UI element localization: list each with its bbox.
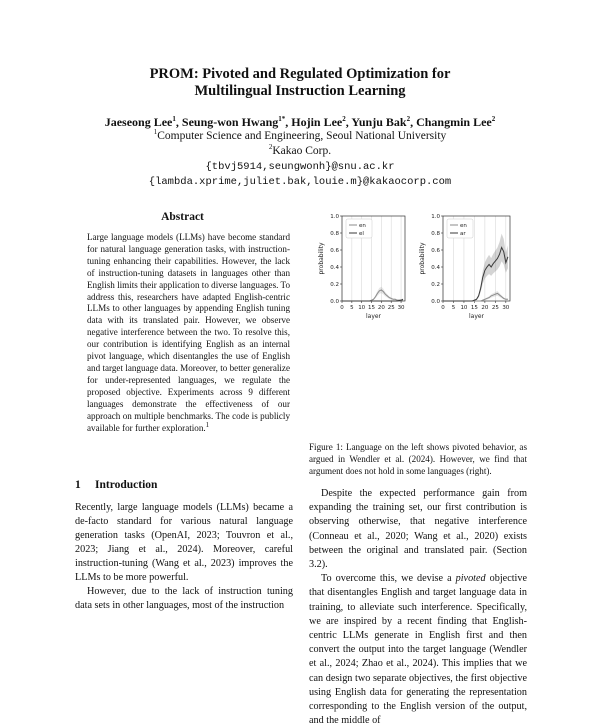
x-tick-label: 5 [350,305,354,311]
x-tick-label: 10 [460,305,468,311]
x-tick-label: 0 [441,305,445,311]
y-tick-label: 0.0 [330,299,339,305]
series-line-en [342,290,403,301]
author: Changmin Lee$^2$ [416,115,496,129]
x-tick-label: 25 [387,305,395,311]
y-tick-label: 0.8 [431,231,440,237]
emphasis: pivoted [455,573,486,585]
author: Seung-won Hwang$^{1*}$, [181,115,292,129]
x-tick-label: 10 [358,305,366,311]
chart-panel-right [419,214,510,320]
email-1[interactable]: {tbvj5914,seungwonh}@snu.ac.kr [205,161,395,173]
author-list [0,115,600,130]
section-heading: 1 Introduction [75,479,158,491]
x-tick-label: 15 [470,305,478,311]
legend-label: en [460,223,467,229]
x-tick-label: 30 [502,305,510,311]
author: Hojin Lee$^2$, [291,115,352,129]
chart-panel-left [318,214,405,320]
legend-label: en [359,223,366,229]
figure-caption: Figure 1: Language on the left shows pivoted behavior, as argued in Wendler et al. (2024). However, we find that argument does not hold in some languages (right). [309,442,527,476]
author: Yunju Bak$^2$, [351,115,417,129]
title-line-1: PROM: Pivoted and Regulated Optimization for [149,66,451,82]
legend-label: ar [460,231,466,237]
x-tick-label: 20 [377,305,385,311]
x-tick-label: 5 [451,305,456,311]
paragraph: However, due to the lack of instruction tuning data sets in other languages, most of the instruction [75,586,293,611]
abstract-heading: Abstract [161,211,204,223]
y-tick-label: 0.6 [330,248,339,254]
y-tick-label: 1.0 [431,214,440,220]
paragraph: Recently, large language models (LLMs) became a de-facto standard for various natural language generation tasks (OpenAI, 2023; Touvron et al., 2023; Jiang et al., 2024). Moreover, careful instruction-tuning (Wang et al., 2023) improves the LLMs to be more powerful. [75,502,293,583]
y-axis-label: probability [318,242,325,275]
y-tick-label: 0.4 [431,265,440,271]
x-tick-label: 25 [491,305,499,311]
y-tick-label: 0.4 [330,265,339,271]
intro-text [75,501,293,613]
x-tick-label: 20 [481,305,489,311]
right-column-text [309,487,527,728]
x-axis-label: layer [365,313,382,320]
series-band-ar [443,234,508,301]
y-tick-label: 0.2 [330,282,339,288]
y-tick-label: 0.6 [431,248,440,254]
x-tick-label: 15 [368,305,376,311]
y-tick-label: 1.0 [330,214,339,220]
y-tick-label: 0.8 [330,231,339,237]
legend-label: el [359,231,364,237]
y-tick-label: 0.0 [431,299,440,305]
paper-title [0,66,600,100]
x-tick-label: 0 [340,305,344,311]
x-tick-label: 30 [397,305,405,311]
footnote-marker[interactable]: 1 [205,420,210,429]
y-tick-label: 0.2 [431,282,440,288]
affiliation-2: $^2$Kakao Corp. [268,143,332,157]
paragraph: Despite the expected performance gain from expanding the training set, our first contribution is observing otherwise, that negative interference (Conneau et al., 2020; Wang et al., 2020) exists between the original and translated pair. (Section 3.2). [309,488,527,571]
figure-1 [310,206,528,328]
affiliation-1: $^1$Computer Science and Engineering, Seoul National University [153,128,447,142]
title-line-2: Multilingual Instruction Learning [194,83,406,99]
x-axis-label: layer [468,313,485,320]
abstract-text: Large language models (LLMs) have become standard for natural language generation tasks, with instruction-tuning enhancing their capabilities. However, the lack of instruction-tuning datasets in languages other than English limits their application to diverse languages. To address this, researchers have adapted English-centric LLMs to other languages by appending English tuning data with its translated pair. However, we observe negative interference between the two. To resolve this, our contribution is identifying English as an internal pivot language, which disentangles the use of English and target language data. Moreover, to better generalize for under-represented languages, we regulate the proposed objective. Experiments across 9 different languages demonstrate the effectiveness of our approach on multiple benchmarks. The code is publicly available for further exploration.$^1$ [87,232,290,433]
paragraph: To overcome this, we devise a pivoted objective that disentangles English and target language data in training, to alleviate such interference. Specifically, we are inspired by a recent finding that English-centric LLMs generate in English first and then convert the output into the target language (Wendler et al., 2024; Zhao et al., 2024). This implies that we can design two separate objectives, the first objective using English data for generating the representation corresponding to the English version of the output, and the middle of [309,573,527,727]
author: Jaeseong Lee$^1$, [104,115,182,129]
y-axis-label: probability [419,242,426,275]
email-2[interactable]: {lambda.xprime,juliet.bak,louie.m}@kakaocorp.com [148,176,452,188]
